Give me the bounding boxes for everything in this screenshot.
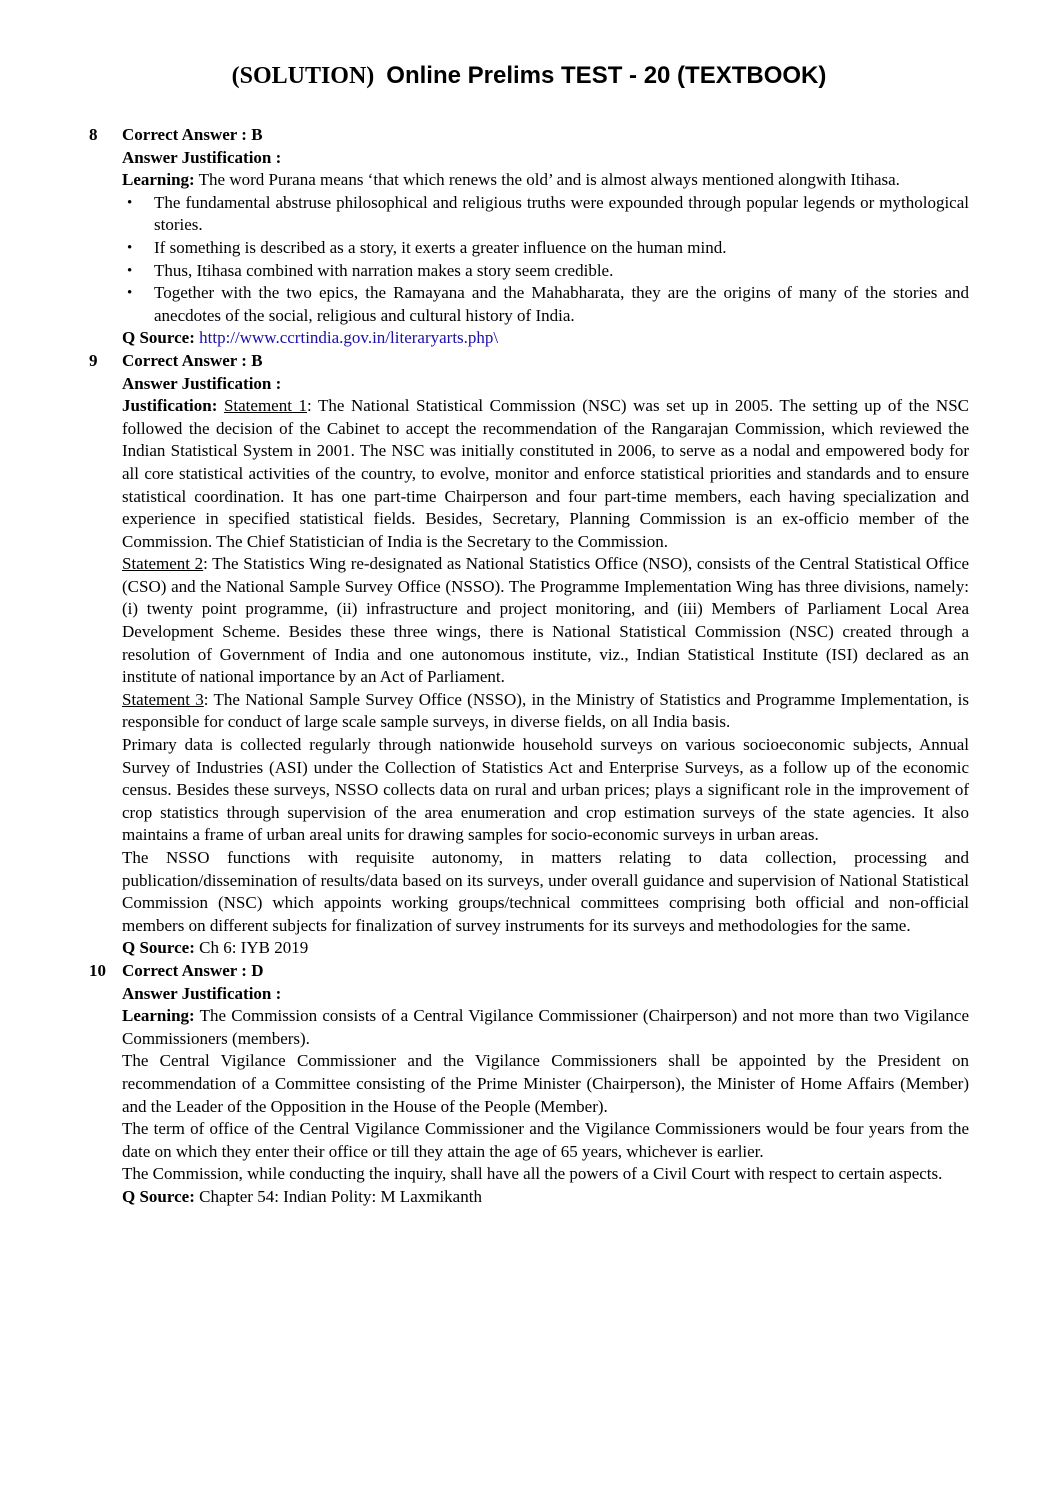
question-number: 10: [89, 960, 106, 980]
source-text: Ch 6: IYB 2019: [194, 938, 309, 958]
document-body: [89, 124, 969, 1209]
term-paragraph: The term of office of the Central Vigilance Commissioner and the Vigilance Commissioners would be four years from the date on which they enter their office or till they attain the age of 65 years, whichever is earlier.: [122, 1119, 969, 1161]
title-test-name: Online Prelims TEST - 20 (TEXTBOOK): [386, 62, 827, 89]
bullet-list: [122, 192, 969, 328]
question-source: [122, 937, 969, 960]
source-link[interactable]: http://www.ccrtindia.gov.in/literaryarts.php\: [194, 328, 499, 348]
page-title: [0, 62, 1058, 90]
question-9: [89, 350, 969, 960]
bullet-item: • Thus, Itihasa combined with narration makes a story seem credible.: [154, 260, 969, 283]
correct-answer: Correct Answer : B: [122, 350, 263, 370]
source-label: Q Source:: [122, 1186, 195, 1206]
answer-justification-label: Answer Justification :: [122, 147, 282, 167]
statement-3-text: : The National Sample Survey Office (NSSO), in the Ministry of Statistics and Programme Implementation, is responsible for conduct of large scale sample surveys, in diverse fields, on all India basis.: [122, 689, 970, 732]
learning-text: The word Purana means ‘that which renews the old’ and is almost always mentioned alongwith Itihasa.: [194, 170, 900, 190]
appointment-paragraph: The Central Vigilance Commissioner and the Vigilance Commissioners shall be appointed by the President on recommendation of a Committee consisting of the Prime Minister (Chairperson), the Minister of Home Affairs (Member) and the Leader of the Opposition in the House of the People (Member).: [122, 1051, 969, 1116]
answer-justification-label: Answer Justification :: [122, 983, 282, 1003]
learning-paragraph: [122, 169, 969, 192]
statement-2-paragraph: [122, 553, 969, 689]
justification-label: Justification:: [122, 396, 218, 416]
powers-paragraph: The Commission, while conducting the inquiry, shall have all the powers of a Civil Court with respect to certain aspects.: [122, 1164, 943, 1184]
nsso-data-paragraph: Primary data is collected regularly through nationwide household surveys on various socioeconomic subjects, Annual Survey of Industries (ASI) under the Collection of Statistics Act and Enterprise Surveys, as a follow up of the economic census. Besides these surveys, NSSO collects data on rural and urban prices; plays a significant role in the improvement of crop statistics through supervision of the area enumeration and crop estimation surveys of the state agencies. It also maintains a frame of urban areal units for drawing samples for socio-economic surveys in urban areas.: [122, 735, 969, 845]
bullet-item: • The fundamental abstruse philosophical and religious truths were expounded through popular legends or mythological stories.: [154, 192, 969, 237]
statement-2-text: : The Statistics Wing re-designated as National Statistics Office (NSO), consists of the Central Statistical Office (CSO) and the National Sample Survey Office (NSSO). The Programme Implementation Wing has three divisions, namely: (i) twenty point programme, (ii) infrastructure and project monitoring, and (iii) Members of Parliament Local Area Development Scheme. Besides these three wings, there is National Statistical Commission (NSC) created through a resolution of Government of India and one autonomous institute, viz., Indian Statistical Institute (ISI) declared as an institute of national importance by an Act of Parliament.: [122, 554, 969, 687]
statement-1-text: : The National Statistical Commission (NSC) was set up in 2005. The setting up of the NSC followed the decision of the Cabinet to accept the recommendation of the Rangarajan Commission, which reviewed the Indian Statistical System in 2001. The NSC was initially constituted in 2006, to serve as a nodal and empowered body for all core statistical activities of the country, to evolve, monitor and enforce statistical priorities and standards and to ensure statistical coordination. It has one part-time Chairperson and four part-time members, each having specialization and experience in specified statistical fields. Besides, Secretary, Planning Commission is an ex-officio member of the Commission. The Chief Statistician of India is the Secretary to the Commission.: [122, 396, 969, 551]
question-source: [122, 1186, 969, 1209]
source-text: Chapter 54: Indian Polity: M Laxmikanth: [194, 1186, 482, 1206]
correct-answer: Correct Answer : B: [122, 125, 263, 144]
learning-text: The Commission consists of a Central Vigilance Commissioner (Chairperson) and not more than two Vigilance Commissioners (members).: [122, 1006, 969, 1048]
statement-1-label: Statement 1: [223, 396, 307, 416]
nsso-autonomy-paragraph: The NSSO functions with requisite autonomy, in matters relating to data collection, processing and publication/dissemination of results/data based on its surveys, under overall guidance and supervision of National Statistical Commission (NSC) which appoints working groups/technical committees comprising both official and non-official members on different subjects for finalization of survey instruments for its surveys and methodologies for the same.: [122, 848, 969, 935]
correct-answer: Correct Answer : D: [122, 960, 264, 980]
source-label: Q Source:: [122, 938, 195, 958]
bullet-item: • Together with the two epics, the Ramayana and the Mahabharata, they are the origins of many of the stories and anecdotes of the social, religious and cultural history of India.: [154, 282, 969, 327]
question-8: [89, 124, 969, 350]
question-10: [89, 960, 969, 1209]
question-number: 8: [89, 125, 98, 144]
learning-label: Learning:: [122, 1006, 195, 1026]
learning-label: Learning:: [122, 170, 195, 190]
statement-2-label: Statement 2: [122, 554, 204, 574]
question-source: [122, 327, 969, 350]
source-label: Q Source:: [122, 328, 195, 348]
title-solution: (SOLUTION): [231, 63, 375, 89]
learning-paragraph: [122, 1005, 969, 1050]
question-number: 9: [89, 350, 98, 370]
statement-1-paragraph: [122, 395, 969, 553]
statement-3-label: Statement 3: [122, 689, 204, 709]
statement-3-paragraph: [122, 689, 969, 734]
answer-justification-label: Answer Justification :: [122, 373, 282, 393]
bullet-item: • If something is described as a story, it exerts a greater influence on the human mind.: [154, 237, 969, 260]
